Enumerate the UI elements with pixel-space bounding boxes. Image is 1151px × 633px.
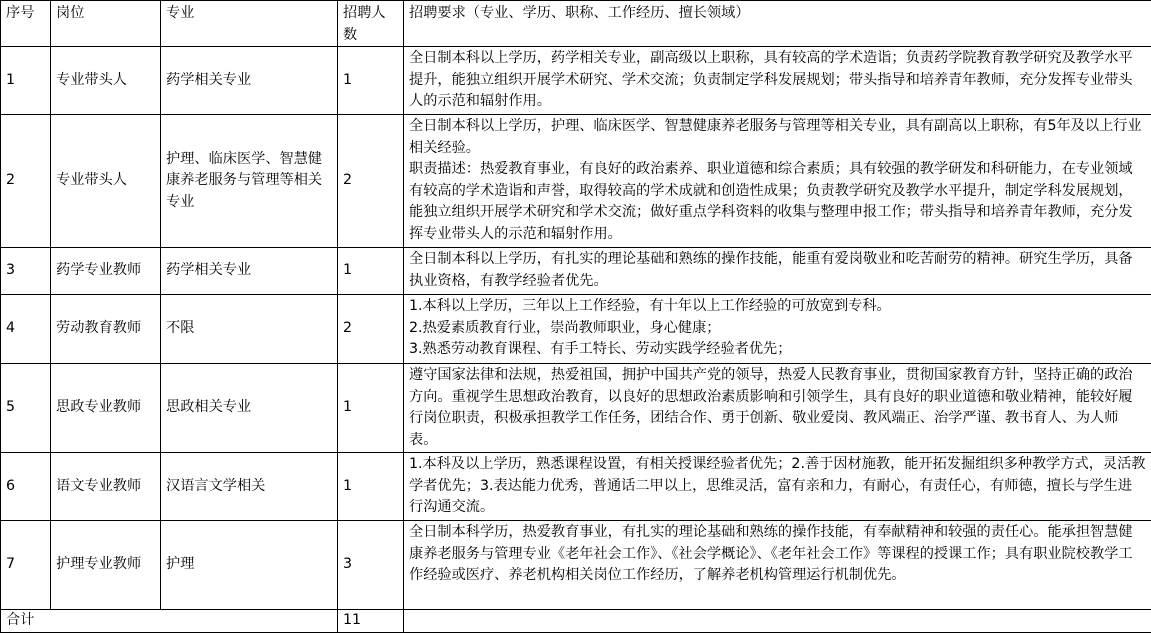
requirements-cell xyxy=(404,521,1151,610)
requirements-cell xyxy=(404,453,1151,521)
requirement-text: 1.本科及以上学历，熟悉课程设置，有相关授课经验者优先；2.善于因材施教，能开拓发掘组织多种教学方式，灵活教学者优先；3.表达能力优秀，普通话二甲以上，思维灵活，富有亲和力，有耐心，有责任心，有师德，擅长与学生进行沟通交流。 xyxy=(409,454,1146,519)
requirement-text: 遵守国家法律和法规，热爱祖国，拥护中国共产党的领导，热爱人民教育事业，贯彻国家教育方针，坚持正确的政治方向。重视学生思想政治教育，以良好的思想政治素质影响和引领学生，具有良好的职业道德和敬业精神，能较好履行岗位职责，积极承担教学工作任务，团结合作、勇于创新、敬业爱岗、教风端正、治学严谨、教书育人、为人师表。 xyxy=(409,365,1146,451)
table-row xyxy=(1,521,1151,610)
position-cell: 语文专业教师 xyxy=(51,453,161,521)
total-requirements-empty xyxy=(404,610,1151,633)
seq-cell: 3 xyxy=(1,248,51,295)
header-major: 专业 xyxy=(161,1,338,47)
requirement-text: 3.熟悉劳动教育课程、有手工特长、劳动实践学经验者优先； xyxy=(409,339,1146,361)
requirement-text: 全日制本科以上学历，护理、临床医学、智慧健康养老服务与管理等相关专业，具有副高以上职称，有5年及以上行业相关经验。 xyxy=(409,116,1146,159)
count-cell: 1 xyxy=(338,453,404,521)
position-cell: 专业带头人 xyxy=(51,115,161,248)
requirements-cell xyxy=(404,295,1151,364)
major-cell: 思政相关专业 xyxy=(161,364,338,453)
count-cell: 2 xyxy=(338,115,404,248)
header-requirements: 招聘要求（专业、学历、职称、工作经历、擅长领域） xyxy=(404,1,1151,47)
position-cell: 思政专业教师 xyxy=(51,364,161,453)
header-seq: 序号 xyxy=(1,1,51,47)
total-count: 11 xyxy=(338,610,404,633)
table-row xyxy=(1,115,1151,248)
seq-cell: 2 xyxy=(1,115,51,248)
requirement-text: 职责描述：热爱教育事业，有良好的政治素养、职业道德和综合素质；具有较强的教学研发和科研能力，在专业领域有较高的学术造诣和声誉，取得较高的学术成就和创造性成果；负责教学研究及教学水平提升，制定学科发展规划，能独立组织开展学术研究和学术交流；做好重点学科资料的收集与整理申报工作；带头指导和培养青年教师，充分发挥专业带头人的示范和辐射作用。 xyxy=(409,159,1146,245)
requirement-text: 1.本科以上学历，三年以上工作经验，有十年以上工作经验的可放宽到专科。 xyxy=(409,296,1146,318)
header-row xyxy=(1,1,1151,47)
seq-cell: 7 xyxy=(1,521,51,610)
major-cell: 护理、临床医学、智慧健康养老服务与管理等相关专业 xyxy=(161,115,338,248)
major-cell: 护理 xyxy=(161,521,338,610)
seq-cell: 4 xyxy=(1,295,51,364)
total-label: 合计 xyxy=(1,610,338,633)
table-row xyxy=(1,295,1151,364)
major-cell: 不限 xyxy=(161,295,338,364)
position-cell: 专业带头人 xyxy=(51,47,161,115)
table-row xyxy=(1,453,1151,521)
seq-cell: 6 xyxy=(1,453,51,521)
position-cell: 劳动教育教师 xyxy=(51,295,161,364)
count-cell: 3 xyxy=(338,521,404,610)
requirements-cell xyxy=(404,47,1151,115)
position-cell: 护理专业教师 xyxy=(51,521,161,610)
count-cell: 1 xyxy=(338,364,404,453)
count-cell: 1 xyxy=(338,47,404,115)
table-row xyxy=(1,364,1151,453)
requirements-cell xyxy=(404,364,1151,453)
table-row xyxy=(1,248,1151,295)
seq-cell: 5 xyxy=(1,364,51,453)
requirements-cell xyxy=(404,248,1151,295)
requirement-text: 全日制本科以上学历，药学相关专业，副高级以上职称，具有较高的学术造诣；负责药学院教育教学研究及教学水平提升，能独立组织开展学术研究、学术交流；负责制定学科发展规划；带头指导和培养青年教师，充分发挥专业带头人的示范和辐射作用。 xyxy=(409,48,1146,113)
requirement-text: 2.热爱素质教育行业，崇尚教师职业，身心健康； xyxy=(409,318,1146,340)
table-row xyxy=(1,47,1151,115)
total-row xyxy=(1,610,1151,633)
header-count: 招聘人数 xyxy=(338,1,404,47)
requirement-text: 全日制本科以上学历，有扎实的理论基础和熟练的操作技能，能重有爱岗敬业和吃苦耐劳的精神。研究生学历，具备执业资格，有教学经验者优先。 xyxy=(409,249,1146,292)
major-cell: 药学相关专业 xyxy=(161,47,338,115)
position-cell: 药学专业教师 xyxy=(51,248,161,295)
requirements-cell xyxy=(404,115,1151,248)
seq-cell: 1 xyxy=(1,47,51,115)
major-cell: 汉语言文学相关 xyxy=(161,453,338,521)
count-cell: 2 xyxy=(338,295,404,364)
requirement-text: 全日制本科学历，热爱教育事业，有扎实的理论基础和熟练的操作技能，有奉献精神和较强的责任心。能承担智慧健康养老服务与管理专业《老年社会工作》、《社会学概论》、《老年社会工作》等课程的授课工作；具有职业院校教学工作经验或医疗、养老机构相关岗位工作经历，了解养老机构管理运行机制优先。 xyxy=(409,522,1146,587)
count-cell: 1 xyxy=(338,248,404,295)
header-position: 岗位 xyxy=(51,1,161,47)
major-cell: 药学相关专业 xyxy=(161,248,338,295)
